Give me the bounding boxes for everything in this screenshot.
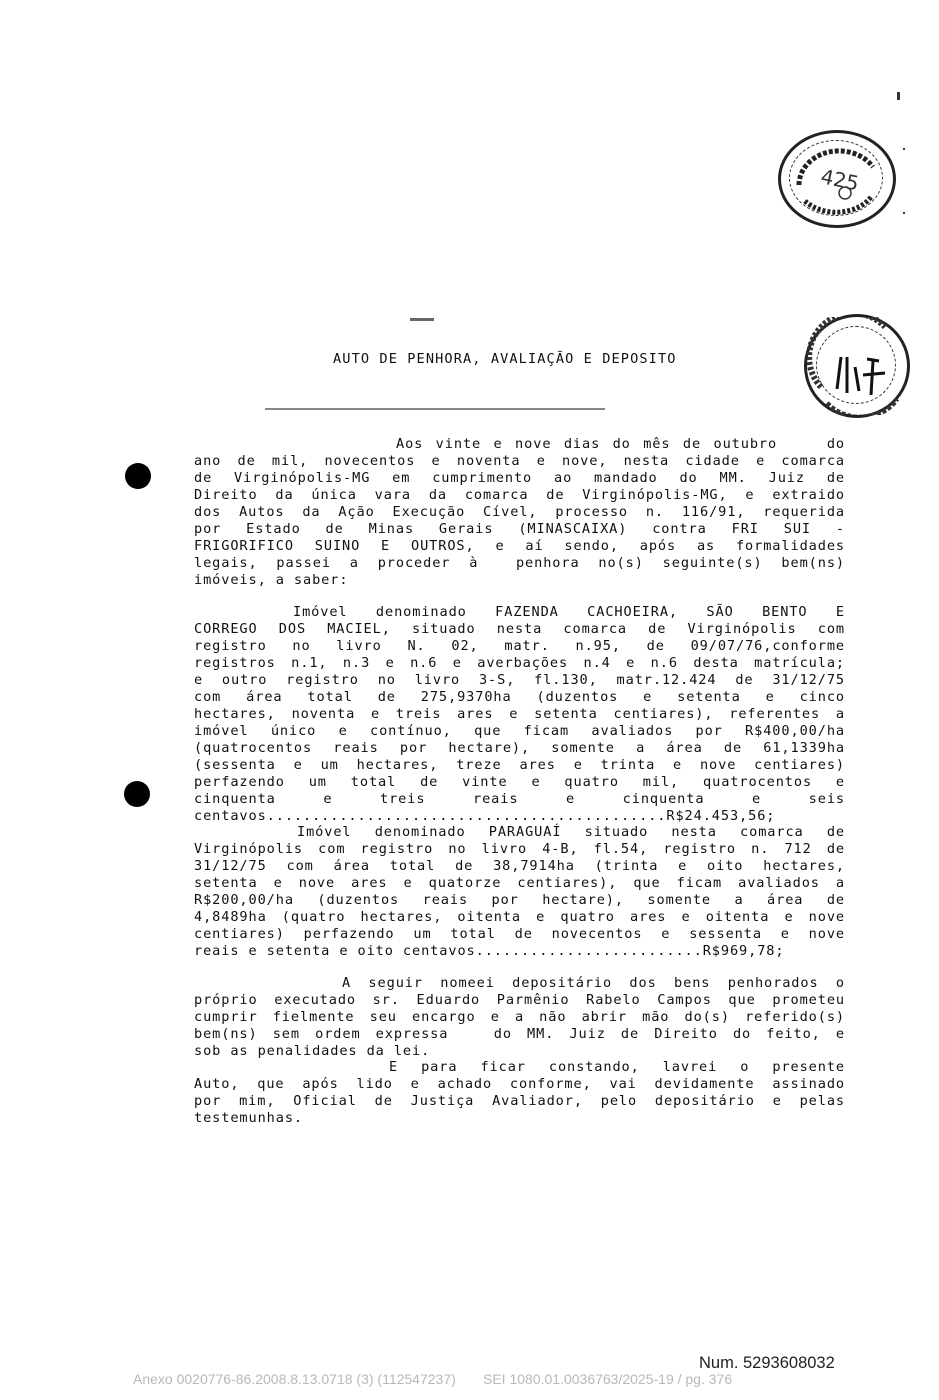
text-line: A seguir nomeei depositário dos bens penhorados o bbox=[342, 975, 845, 991]
text-line: centiares) perfazendo um total de novecentos e sessenta e nove bbox=[194, 926, 845, 942]
text-line: hectares, noventa e treis ares e setenta centiares), referentes a bbox=[194, 706, 845, 722]
forum-stamp-text-icon bbox=[781, 133, 893, 225]
text-line: reais e setenta e oito centavos.........................R$969,78; bbox=[194, 943, 785, 959]
text-line: Auto, que após lido e achado conforme, vai devidamente assinado bbox=[194, 1076, 845, 1092]
text-line: e outro registro no livro 3-S, fl.130, matr.12.424 de 31/12/75 bbox=[194, 672, 845, 688]
text-line: cumprir fielmente seu encargo e a não abrir mão do(s) referido(s) bbox=[194, 1009, 845, 1025]
text-line: (sessenta e um hectares, treze ares e trinta e nove centiares) bbox=[194, 757, 845, 773]
document-title: AUTO DE PENHORA, AVALIAÇÃO E DEPOSITO bbox=[333, 351, 677, 367]
text-line: com área total de 275,9370ha (duzentos e setenta e cinco bbox=[194, 689, 845, 705]
text-line: (quatrocentos reais por hectare), somente a área de 61,1339ha bbox=[194, 740, 845, 756]
analise-processual-stamp bbox=[804, 314, 910, 418]
text-line: 31/12/75 com área total de 38,7914ha (trinta e oito hectares, bbox=[194, 858, 845, 874]
text-line: Direito da única vara da comarca de Virginópolis-MG, e extraido bbox=[194, 487, 845, 503]
text-line: por Estado de Minas Gerais (MINASCAIXA) contra FRI SUI - bbox=[194, 521, 845, 537]
text-line: FRIGORIFICO SUINO E OUTROS, e aí sendo, após as formalidades bbox=[194, 538, 845, 554]
text-line: setenta e nove ares e quatorze centiares), que ficam avaliados a bbox=[194, 875, 845, 891]
text-line: E para ficar constando, lavrei o presente bbox=[389, 1059, 845, 1075]
text-line: testemunhas. bbox=[194, 1110, 304, 1126]
text-line: imóveis, a saber: bbox=[194, 572, 349, 588]
text-line: registros n.1, n.3 e n.6 e averbações n.4 e n.6 desta matrícula; bbox=[194, 655, 845, 671]
text-line: centavos............................................R$24.453,56; bbox=[194, 808, 776, 824]
text-line: Aos vinte e nove dias do mês de outubro do bbox=[396, 436, 845, 452]
text-line: registro no livro N. 02, matr. n.95, de 09/07/76,conforme bbox=[194, 638, 845, 654]
text-line: perfazendo um total de vinte e quatro mil, quatrocentos e bbox=[194, 774, 845, 790]
annex-reference: Anexo 0020776-86.2008.8.13.0718 (3) (112547237) SEI 1080.01.0036763/2025-19 / pg. 376 bbox=[133, 1371, 733, 1387]
text-line: próprio executado sr. Eduardo Parmênio Rabelo Campos que prometeu bbox=[194, 992, 845, 1008]
text-line: bem(ns) sem ordem expressa do MM. Juiz de Direito do feito, e bbox=[194, 1026, 845, 1042]
text-line: dos Autos da Ação Execução Cível, processo n. 116/91, requerida bbox=[194, 504, 845, 520]
text-line: Virginópolis com registro no livro 4-B, fl.54, registro n. 712 de bbox=[194, 841, 845, 857]
text-line: CORREGO DOS MACIEL, situado nesta comarca de Virginópolis com bbox=[194, 621, 845, 637]
document-number: Num. 5293608032 bbox=[699, 1354, 835, 1372]
svg-text:425: 425 bbox=[818, 164, 862, 196]
text-line: Imóvel denominado PARAGUAÍ situado nesta comarca de bbox=[297, 824, 845, 840]
binder-hole-top bbox=[125, 463, 151, 489]
text-line: cinquenta e treis reais e cinquenta e seis bbox=[194, 791, 845, 807]
text-line: por mim, Oficial de Justiça Avaliador, pelo depositário e pelas bbox=[194, 1093, 845, 1109]
text-line: sob as penalidades da lei. bbox=[194, 1043, 431, 1059]
text-line: ano de mil, novecentos e noventa e nove, nesta cidade e comarca bbox=[194, 453, 845, 469]
text-line: imóvel único e contínuo, que ficam avaliados por R$400,00/ha bbox=[194, 723, 845, 739]
binder-hole-bottom bbox=[124, 781, 150, 807]
text-line: R$200,00/ha (duzentos reais por hectare), somente a área de bbox=[194, 892, 845, 908]
text-line: de Virginópolis-MG em cumprimento ao mandado do MM. Juiz de bbox=[194, 470, 845, 486]
text-line: legais, passei a proceder à penhora no(s) seguinte(s) bem(ns) bbox=[194, 555, 845, 571]
forum-stamp bbox=[778, 130, 896, 228]
text-line: 4,8489ha (quatro hectares, oitenta e quatro ares e oitenta e nove bbox=[194, 909, 845, 925]
text-line: Imóvel denominado FAZENDA CACHOEIRA, SÃO BENTO E bbox=[293, 604, 845, 620]
analise-stamp-text-icon bbox=[807, 317, 907, 415]
